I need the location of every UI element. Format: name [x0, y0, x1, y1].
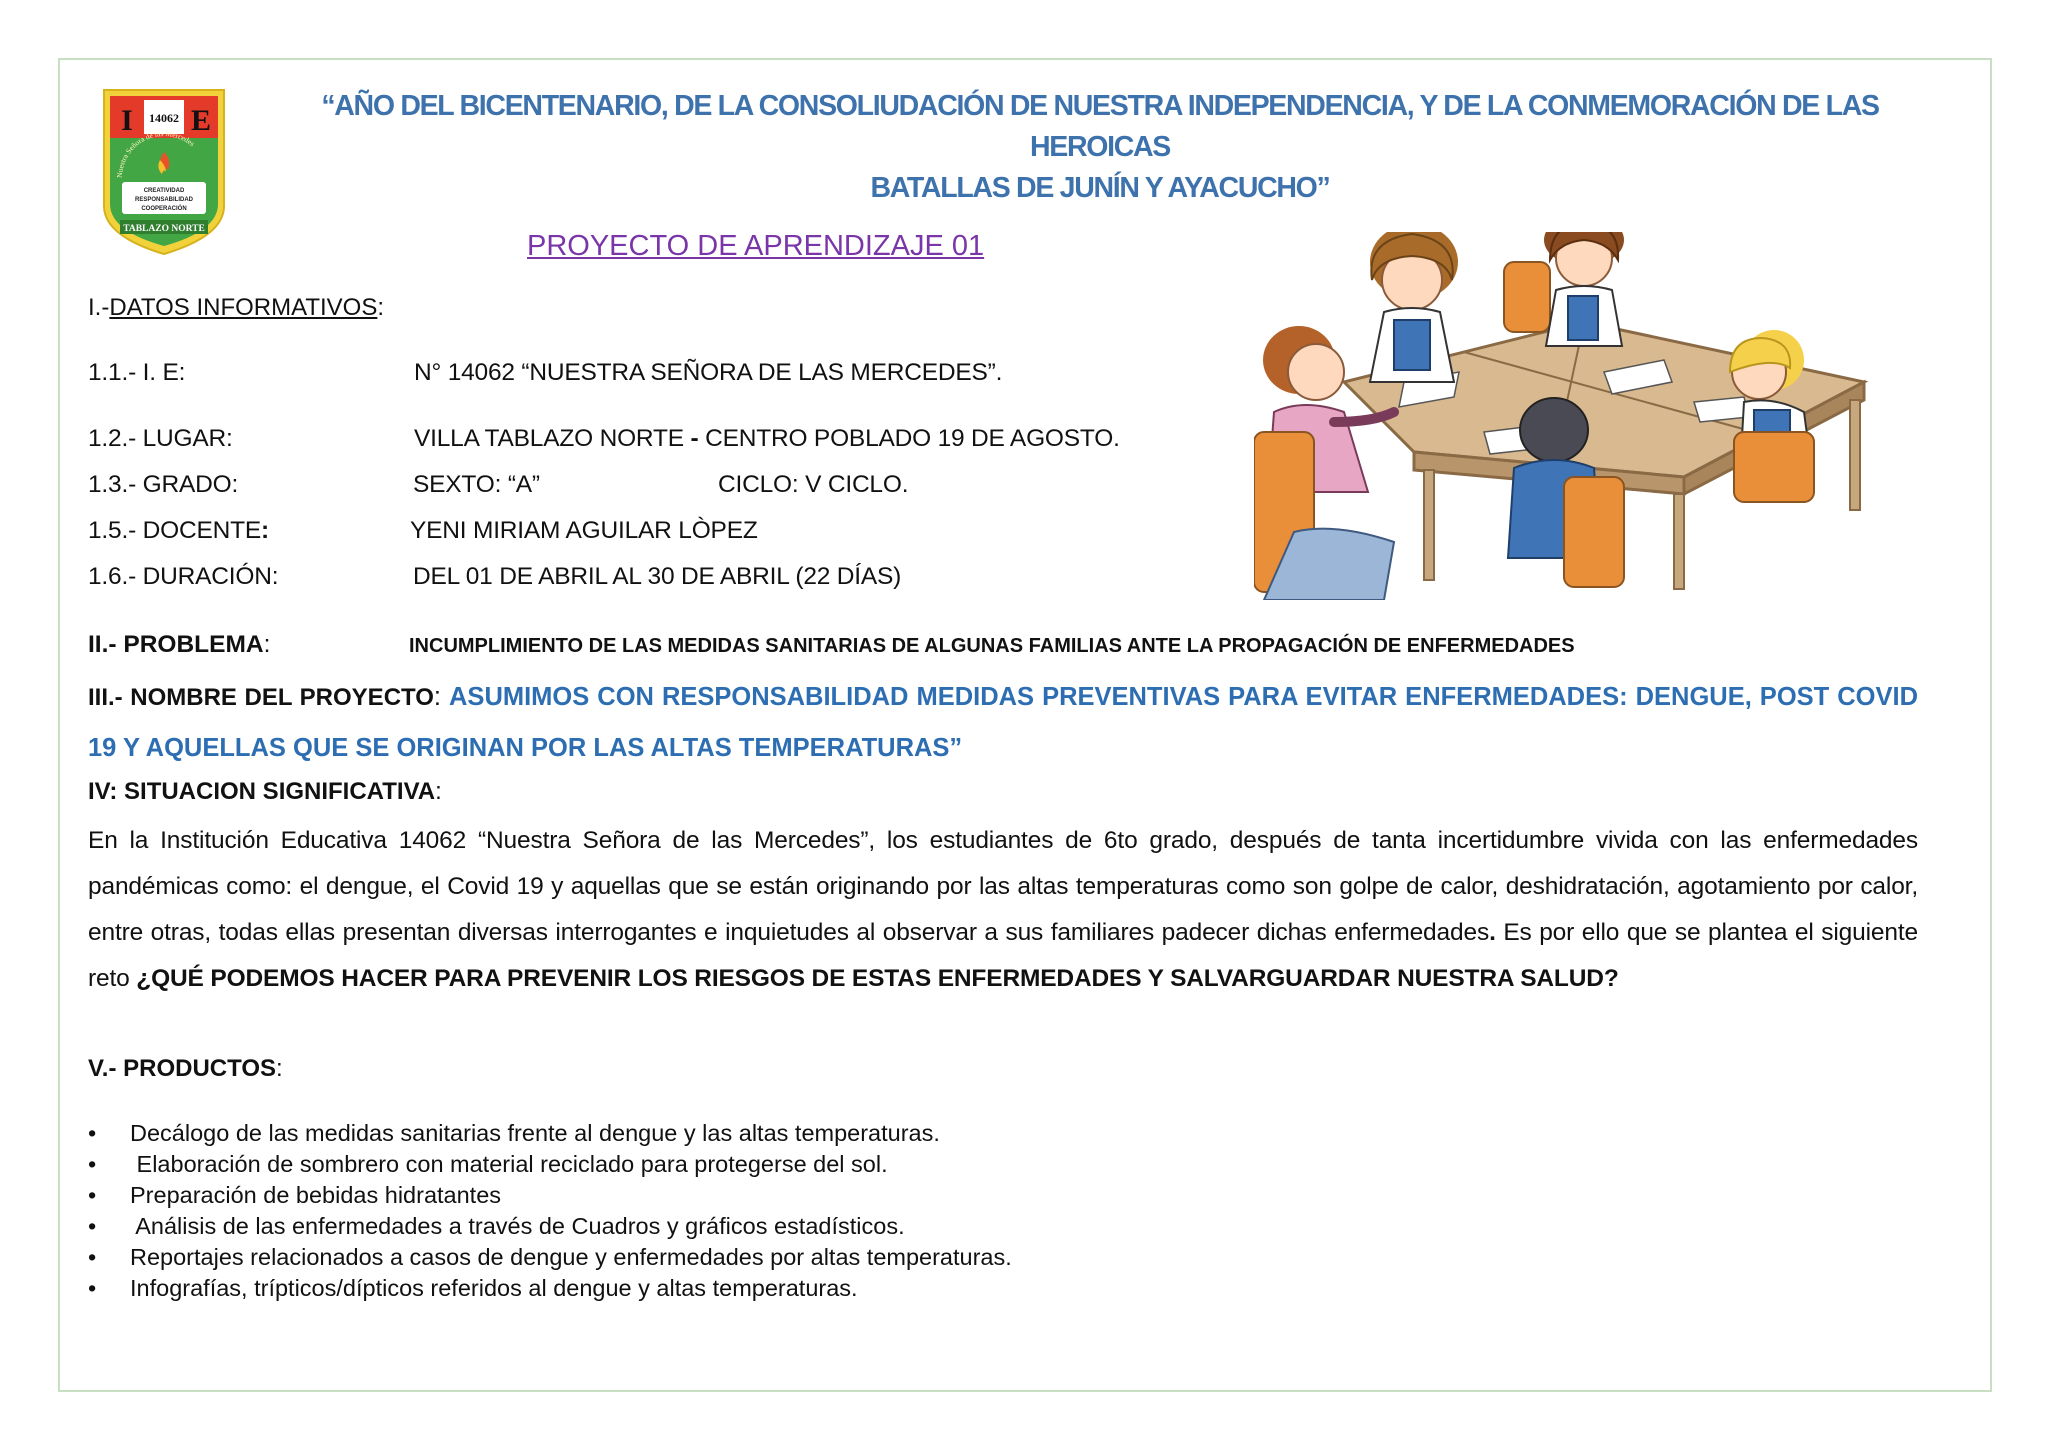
bullet-icon: • — [88, 1182, 97, 1208]
product-text: Elaboración de sombrero con material reciclado para protegerse del sol. — [130, 1151, 888, 1177]
logo-letter-right: E — [190, 104, 212, 137]
lugar-value-dash: - — [690, 425, 699, 452]
school-logo — [100, 86, 228, 258]
nombre-proyecto — [88, 672, 1918, 774]
productos-label-text: V.- PRODUCTOS — [88, 1055, 277, 1082]
situacion-label — [88, 778, 442, 806]
situacion-period: . — [1489, 919, 1496, 946]
situacion-body: En la Institución Educativa 14062 “Nuestra Señora de las Mercedes”, los estudiantes de 6to grado, después de tanta incertidumbre vivida con las enfermedades pandémicas como: el dengue, el Covid 19 y aquellas que se están originando por las altas temperaturas como son golpe de calor, deshidratación, agotamiento por calor, entre otras, todas ellas presentan diversas interrogantes e inquietudes al observar a sus familiares padecer dichas enfermedades — [88, 827, 1918, 946]
situacion-label-text: IV: SITUACION SIGNIFICATIVA — [88, 778, 436, 805]
ie-label: 1.1.- I. E: — [88, 359, 186, 386]
nombre-proyecto-text: ASUMIMOS CON RESPONSABILIDAD MEDIDAS PREVENTIVAS PARA EVITAR ENFERMEDADES: DENGUE, POST COVID 19 Y AQUELLAS QUE SE ORIGINAN POR LAS ALTAS TEMPERATURAS” — [88, 683, 1918, 762]
motto-line-1: “AÑO DEL BICENTENARIO, DE LA CONSOLIUDACIÓN DE NUESTRA INDEPENDENCIA, Y DE LA CONMEMORACIÓN DE LAS HEROICAS — [321, 90, 1879, 163]
productos-list — [88, 1118, 1012, 1304]
logo-letter-left: I — [121, 104, 133, 137]
nombre-proyecto-colon: : — [433, 683, 450, 711]
bullet-icon: • — [88, 1275, 97, 1301]
list-item — [88, 1149, 1012, 1180]
grado-value: SEXTO: “A” — [413, 471, 540, 498]
product-text: Reportajes relacionados a casos de dengue y enfermedades por altas temperaturas. — [130, 1244, 1012, 1270]
list-item — [88, 1273, 1012, 1304]
docente-label — [88, 517, 269, 545]
project-title: PROYECTO DE APRENDIZAJE 01 — [527, 230, 985, 262]
situacion-text — [88, 818, 1918, 1002]
section-title: DATOS INFORMATIVOS — [109, 294, 378, 321]
logo-value-1: CREATIVIDAD — [143, 188, 185, 194]
motto-line-2: BATALLAS DE JUNÍN Y AYACUCHO” — [870, 172, 1330, 204]
bullet-icon: • — [88, 1213, 97, 1239]
ie-value: N° 14062 “NUESTRA SEÑORA DE LAS MERCEDES”. — [414, 359, 1003, 386]
product-text: Preparación de bebidas hidratantes — [130, 1182, 502, 1208]
list-item — [88, 1242, 1012, 1273]
logo-banner: TABLAZO NORTE — [123, 224, 205, 234]
nombre-proyecto-label: III.- NOMBRE DEL PROYECTO — [88, 684, 434, 711]
duracion-value: DEL 01 DE ABRIL AL 30 DE ABRIL (22 DÍAS) — [413, 563, 902, 590]
list-item — [88, 1180, 1012, 1211]
docente-label-text: 1.5.- DOCENTE — [88, 517, 262, 544]
product-text: Decálogo de las medidas sanitarias frente al dengue y las altas temperaturas. — [130, 1120, 940, 1146]
docente-value: YENI MIRIAM AGUILAR LÒPEZ — [410, 517, 758, 544]
year-motto — [250, 86, 1950, 209]
productos-label — [88, 1055, 283, 1083]
bullet-icon: • — [88, 1151, 97, 1177]
list-item — [88, 1211, 1012, 1242]
lugar-value-a: VILLA TABLAZO NORTE — [414, 425, 691, 452]
problema-colon: : — [263, 631, 271, 658]
section-prefix: I.- — [88, 294, 110, 321]
situacion-question: ¿QUÉ PODEMOS HACER PARA PREVENIR LOS RIESGOS DE ESTAS ENFERMEDADES Y SALVARGUARDAR NUESTRA SALUD? — [136, 965, 1619, 992]
product-text: Análisis de las enfermedades a través de Cuadros y gráficos estadísticos. — [130, 1213, 905, 1239]
students-illustration — [1254, 232, 1878, 600]
list-item — [88, 1118, 1012, 1149]
bullet-icon: • — [88, 1120, 97, 1146]
logo-value-2: RESPONSABILIDAD — [134, 197, 194, 203]
productos-colon: : — [276, 1055, 283, 1082]
logo-arc-text: Nuestra Señora de las Mercedes — [114, 128, 197, 179]
section-datos-informativos — [88, 294, 384, 322]
section-suffix: : — [377, 294, 385, 321]
lugar-value — [414, 425, 1120, 453]
ciclo-value: CICLO: V CICLO. — [718, 471, 909, 498]
product-text: Infografías, trípticos/dípticos referidos al dengue y altas temperaturas. — [130, 1275, 858, 1301]
situacion-body-2: Es por ello que se plantea el siguiente reto — [88, 919, 1918, 992]
docente-colon: : — [261, 517, 269, 544]
situacion-colon: : — [435, 778, 442, 805]
problema-text: INCUMPLIMIENTO DE LAS MEDIDAS SANITARIAS DE ALGUNAS FAMILIAS ANTE LA PROPAGACIÓN DE ENFERMEDADES — [409, 635, 1575, 657]
problema-label-text: II.- PROBLEMA — [88, 631, 264, 658]
duracion-label: 1.6.- DURACIÓN: — [88, 563, 279, 590]
lugar-label: 1.2.- LUGAR: — [88, 425, 233, 452]
problema-label — [88, 631, 270, 659]
logo-number: 14062 — [149, 111, 179, 125]
logo-value-3: COOPERACIÓN — [141, 206, 187, 212]
lugar-value-b: CENTRO POBLADO 19 DE AGOSTO. — [698, 425, 1120, 452]
grado-label: 1.3.- GRADO: — [88, 471, 239, 498]
bullet-icon: • — [88, 1244, 97, 1270]
